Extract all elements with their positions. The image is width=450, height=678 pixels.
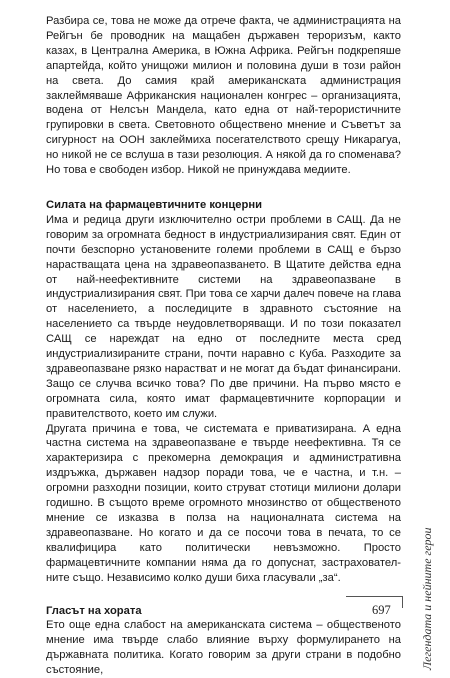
paragraph-healthcare-problems: Има и редица други изключително остри проблеми в САЩ. Да не говорим за огромната бедност в индустриализирания свят. Един от почти безспорно установените големи проблеми в САЩ е бързо нарастващата цена на здравеопазването. В Щатите действа една от най-неефективните системи на здравеопазване в индустриализирания свят. При това се харчи далеч повече на глава от населението, а последиците в здравното състояние на населението са твърде неудовлетворяващи. И по този показател САЩ се нареждат на едно от последните места сред индустриализираните страни, почти наравно с Куба. Разходите за здравеопазване рязко нарастват и не могат да бъдат финансирани. Защо се случва всичко това? По две причини. На първо място е огромната сила, която имат фармацевтичните корпорации и правителството, което им служи. bbox=[46, 213, 401, 420]
page-number: 697 bbox=[372, 603, 391, 617]
running-side-caption: Легендата и нейните герои bbox=[420, 527, 434, 670]
paragraph-privatization: Другата причина е това, че системата е приватизирана. А една частна система на здравеопазване е твърде неефективна. Тя се характеризира с прекомерна демокрация и административна издръжка, държавен надзор поради това, че е частна, и т.н. – огромни разходни позиции, които струват стотици милиони долари годишно. В същото време огромното мнозинство от общественото мнение се изказва в полза на националната система на здравеопазване. Но когато и да се посочи това в печата, то се квалифицира като политически невъзможно. Просто фармацевтичните компании няма да го допуснат, застрахователните също. Независимо колко души биха гласували „за“. bbox=[46, 422, 401, 584]
paragraph-public-opinion: Ето още една слабост на американската система – общественото мнение има твърде слабо влияние върху формулирането на държавната политика. Когато говорим за други страни в подобно състояние, bbox=[46, 619, 401, 677]
footer-rule bbox=[346, 596, 402, 597]
spacer bbox=[46, 178, 401, 198]
spacer bbox=[46, 586, 401, 604]
section-heading-voice: Гласът на хората bbox=[46, 604, 142, 617]
footer-tick bbox=[402, 596, 403, 608]
section-heading-pharma: Силата на фармацевтичните концерни bbox=[46, 198, 262, 211]
page-body bbox=[46, 14, 401, 678]
paragraph-reagan: Разбира се, това не може да отрече факта, че администрацията на Рейгън бе проводник на мащабен държавен тероризъм, както казах, в Централна Америка, в Южна Африка. Рейгън подкрепяше апартейда, който унищожи милион и половина души в този район на света. До самия край американската администрация заклеймяваше Африканския национален конгрес – организацията, водена от Нелсън Мандела, като една от най-терористичните групировки в света. Световното обществено мнение и Съветът за сигурност на ООН заклеймиха посегателството срещу Никарагуа, но никой не се вслуша в тази резолюция. А някой да го споменава? Но това е свободен избор. Никой не принуждава медиите. bbox=[46, 15, 401, 177]
